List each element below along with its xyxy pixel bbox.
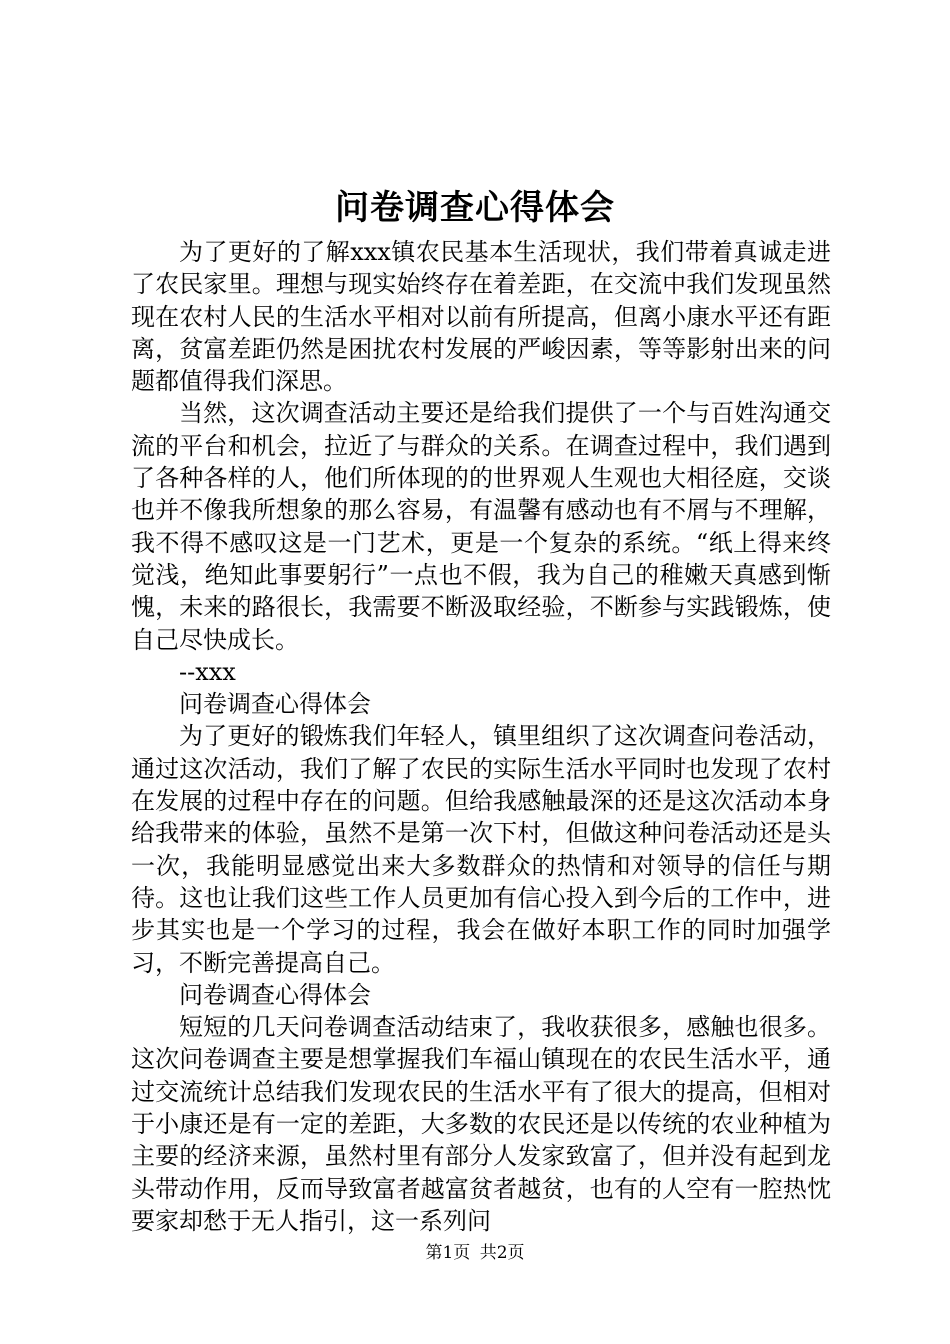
section-3-heading: 问卷调查心得体会: [179, 980, 371, 1009]
paragraph-2: 当然，这次调查活动主要还是给我们提供了一个与百姓沟通交流的平台和机会，拉近了与群众的关系。在调查过程中，我们遇到了各种各样的人，他们所体现的的世界观人生观也大相径庭，交谈也并不像我所想象的那么容易，有温馨有感动也有不屑与不理解，我不得不感叹这是一门艺术，更是一个复杂的系统。“纸上得来终觉浅，绝知此事要躬行”一点也不假，我为自己的稚嫩天真感到惭愧，未来的路很长，我需要不断汲取经验，不断参与实践锻炼，使自己尽快成长。: [131, 399, 831, 654]
document-title: 问卷调查心得体会: [335, 188, 615, 228]
page-total: 共2页: [479, 1243, 525, 1263]
section-2-heading: 问卷调查心得体会: [179, 690, 371, 719]
page-footer: [0, 1242, 950, 1264]
document-body: [131, 236, 831, 1237]
paragraph-3: 为了更好的锻炼我们年轻人，镇里组织了这次调查问卷活动，通过这次活动，我们了解了农民的实际生活水平同时也发现了农村在发展的过程中存在的问题。但给我感触最深的还是这次活动本身给我带来的体验，虽然不是第一次下村，但做这种问卷活动还是头一次，我能明显感觉出来大多数群众的热情和对领导的信任与期待。这也让我们这些工作人员更加有信心投入到今后的工作中，进步其实也是一个学习的过程，我会在做好本职工作的同时加强学习，不断完善提高自己。: [131, 722, 831, 977]
paragraph-4: 短短的几天问卷调查活动结束了，我收获很多，感触也很多。这次问卷调查主要是想掌握我们车福山镇现在的农民生活水平，通过交流统计总结我们发现农民的生活水平有了很大的提高，但相对于小康还是有一定的差距，大多数的农民还是以传统的农业种植为主要的经济来源，虽然村里有部分人发家致富了，但并没有起到龙头带动作用，反而导致富者越富贫者越贫，也有的人空有一腔热忱要家却愁于无人指引，这一系列问: [131, 1013, 831, 1235]
paragraph-1: 为了更好的了解xxx镇农民基本生活现状，我们带着真诚走进了农民家里。理想与现实始终存在着差距，在交流中我们发现虽然现在农村人民的生活水平相对以前有所提高，但离小康水平还有距离，贫富差距仍然是困扰农村发展的严峻因素，等等影射出来的问题都值得我们深思。: [131, 238, 831, 396]
signature: --xxx: [179, 657, 236, 686]
page-number: 第1页: [425, 1243, 471, 1263]
